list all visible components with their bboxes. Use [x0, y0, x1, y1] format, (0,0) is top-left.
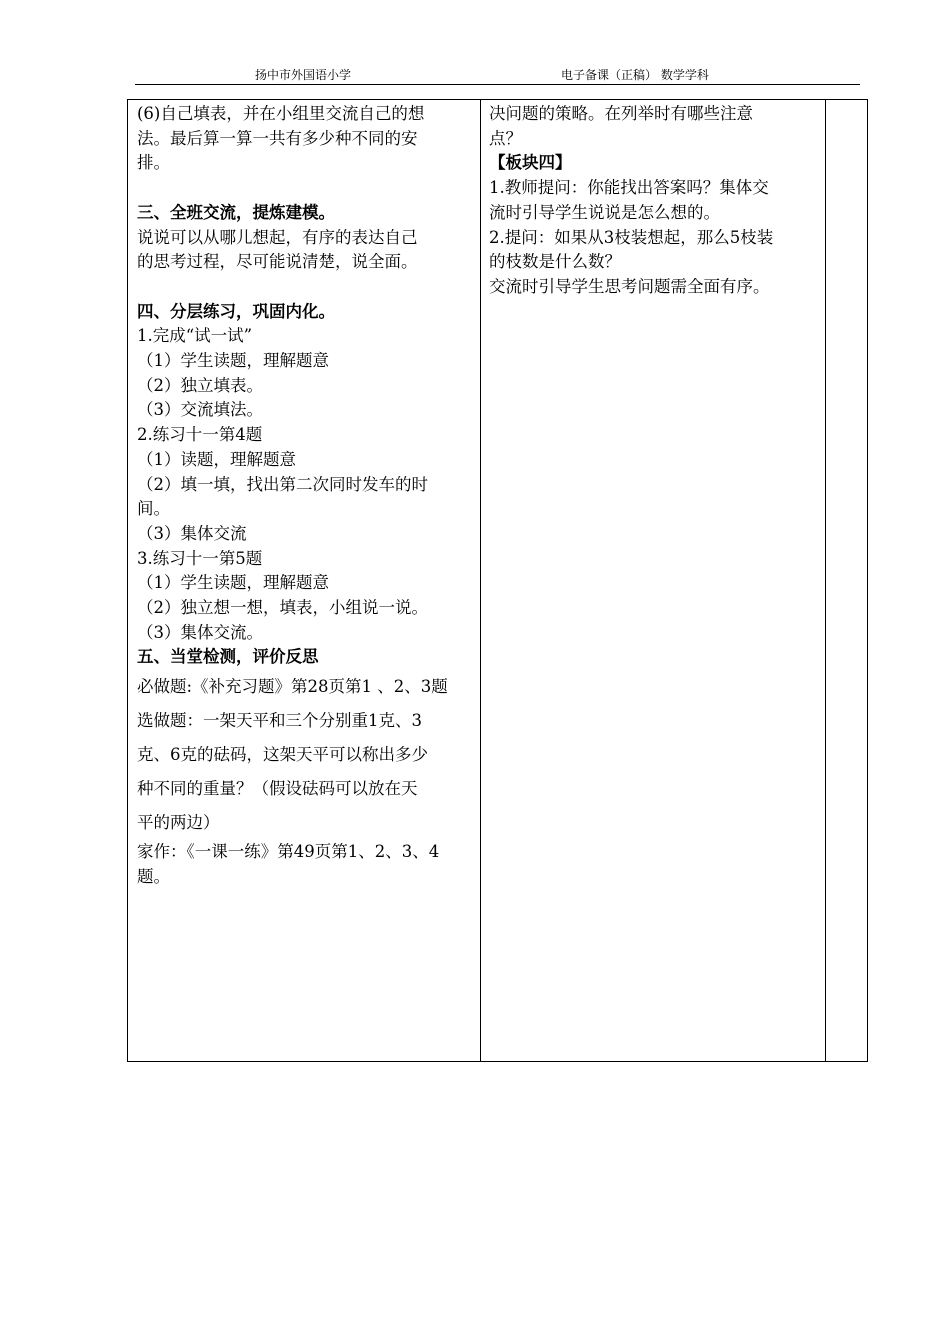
text-line: 克、6克的砝码，这架天平可以称出多少	[137, 745, 428, 765]
text-line: 间。	[137, 499, 170, 519]
text-line: （3）交流填法。	[137, 400, 263, 420]
text-line: （2）独立想一想，填表，小组说一说。	[137, 598, 428, 618]
lesson-table	[127, 99, 868, 1062]
block-heading: 【板块四】	[489, 153, 572, 173]
text-line: 种不同的重量？（假设砝码可以放在天	[137, 779, 418, 799]
teaching-process-column	[128, 100, 481, 1061]
text-line: 点？	[489, 128, 522, 148]
text-line: （3）集体交流	[137, 523, 247, 543]
text-line: （1）学生读题，理解题意	[137, 573, 329, 593]
school-name: 扬中市外国语小学	[255, 68, 352, 82]
text-line: 3.练习十一第5题	[137, 548, 263, 568]
text-line: 2.提问：如果从3枝装想起，那么5枝装	[489, 227, 774, 247]
text-line: 的思考过程，尽可能说清楚，说全面。	[137, 252, 418, 272]
notes-column	[826, 100, 867, 1061]
text-line: 题。	[137, 866, 170, 886]
text-line: （2）独立填表。	[137, 375, 263, 395]
section-heading: 五、当堂检测，评价反思	[137, 647, 319, 667]
text-line: 1.教师提问：你能找出答案吗？集体交	[489, 178, 769, 198]
page-header	[135, 64, 860, 85]
text-line: 流时引导学生说说是怎么想的。	[489, 202, 720, 222]
text-line: 选做题：一架天平和三个分别重1克、3	[137, 711, 422, 731]
text-line: 平的两边）	[137, 813, 220, 833]
text-line: (6)自己填表，并在小组里交流自己的想	[137, 104, 425, 123]
design-intent-column	[481, 100, 826, 1061]
text-line: 排。	[137, 153, 170, 173]
text-line: 说说可以从哪儿想起，有序的表达自己	[137, 227, 418, 247]
text-line: 家作：《一课一练》第49页第1、2、3、4	[137, 842, 440, 862]
text-line: 交流时引导学生思考问题需全面有序。	[489, 276, 770, 296]
text-line: （2）填一填，找出第二次同时发车的时	[137, 474, 428, 494]
section-heading: 四、分层练习，巩固内化。	[137, 301, 335, 321]
text-line: 1.完成“试一试”	[137, 326, 253, 346]
text-line: （1）读题，理解题意	[137, 449, 296, 469]
text-line: （1）学生读题，理解题意	[137, 351, 329, 370]
text-line: 决问题的策略。在列举时有哪些注意	[489, 104, 753, 123]
course-label: 电子备课（正稿） 数学学科	[561, 68, 709, 82]
design-intent-cell	[481, 100, 825, 300]
text-line: （3）集体交流。	[137, 622, 263, 642]
section-heading: 三、全班交流，提炼建模。	[137, 202, 335, 222]
text-line: 法。最后算一算一共有多少种不同的安	[137, 128, 418, 148]
text-line: 2.练习十一第4题	[137, 425, 263, 445]
teaching-process-cell	[128, 100, 480, 890]
text-line: 的枝数是什么数？	[489, 252, 621, 272]
text-line: 必做题:《补充习题》第28页第1 、2、3题	[137, 677, 448, 697]
